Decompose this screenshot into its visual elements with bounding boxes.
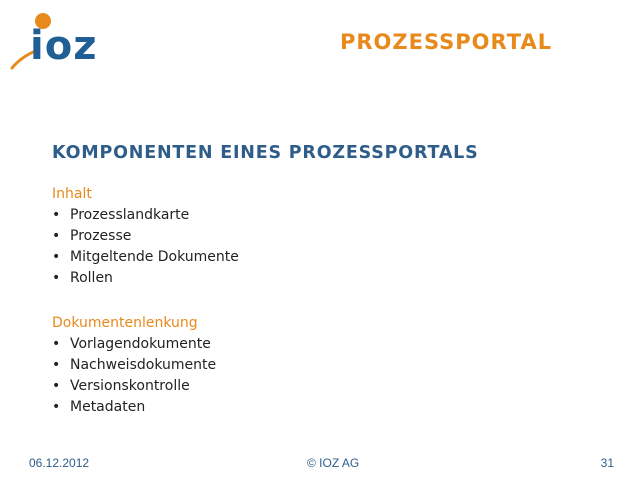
section-title: Dokumentenlenkung	[52, 315, 198, 331]
svg-text:ioz: ioz	[30, 23, 98, 69]
list-item: • Mitgeltende Dokumente	[52, 247, 239, 268]
list-item: • Nachweisdokumente	[52, 355, 216, 376]
footer-date: 06.12.2012	[29, 456, 90, 470]
section-title: Inhalt	[52, 186, 92, 202]
list-item: • Vorlagendokumente	[52, 334, 216, 355]
ioz-logo	[10, 6, 120, 72]
bullet-list	[52, 205, 239, 289]
slide-heading: KOMPONENTEN EINES PROZESSPORTALS	[52, 143, 479, 163]
section-dokumentenlenkung	[52, 313, 216, 418]
page-number: 31	[600, 456, 614, 470]
footer-copyright: © IOZ AG	[307, 456, 360, 470]
list-item: • Versionskontrolle	[52, 376, 216, 397]
list-item: • Prozesslandkarte	[52, 205, 239, 226]
list-item: • Prozesse	[52, 226, 239, 247]
list-item: • Rollen	[52, 268, 239, 289]
list-item: • Metadaten	[52, 397, 216, 418]
ioz-logo-graphic	[10, 6, 120, 72]
header-title: PROZESSPORTAL	[340, 30, 553, 54]
section-inhalt	[52, 184, 239, 289]
bullet-list	[52, 334, 216, 418]
